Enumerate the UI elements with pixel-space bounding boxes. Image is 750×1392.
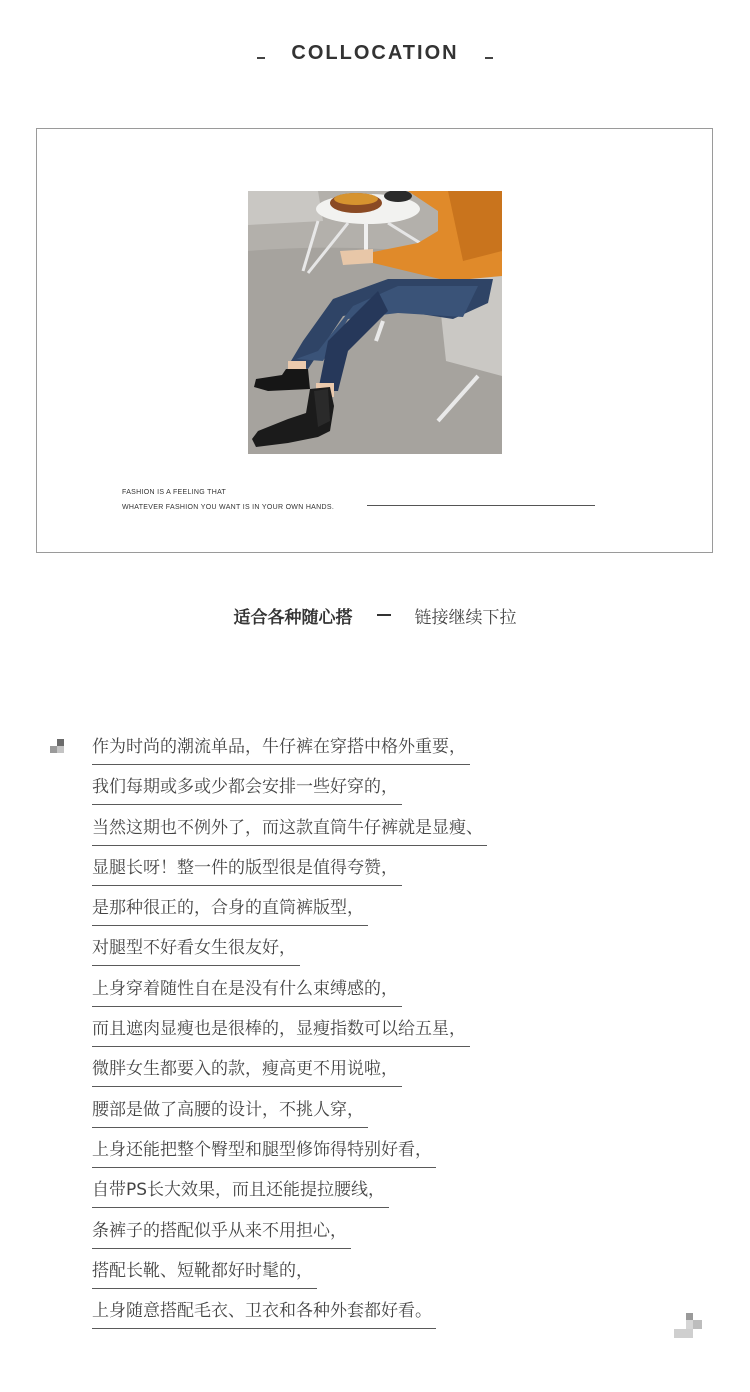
description-line: 作为时尚的潮流单品，牛仔裤在穿搭中格外重要， <box>92 730 487 770</box>
description-line: 上身随意搭配毛衣、卫衣和各种外套都好看。 <box>92 1294 487 1334</box>
description-line: 显腿长呀！整一件的版型很是值得夸赞， <box>92 851 487 891</box>
fashion-quote <box>122 485 334 515</box>
quote-line-1: FASHION IS A FEELING THAT <box>122 489 227 496</box>
description-list <box>92 730 487 1334</box>
collocation-frame <box>36 128 713 553</box>
subheading <box>0 600 750 630</box>
description-line: 上身还能把整个臀型和腿型修饰得特别好看， <box>92 1133 487 1173</box>
description-line: 是那种很正的，合身的直筒裤版型， <box>92 891 487 931</box>
description-line: 而且遮肉显瘦也是很棒的，显瘦指数可以给五星， <box>92 1012 487 1052</box>
description-line: 腰部是做了高腰的设计，不挑人穿， <box>92 1093 487 1133</box>
section-header <box>0 38 750 68</box>
header-right-dash <box>485 57 493 59</box>
pixel-square-icon <box>48 737 66 755</box>
description-line: 我们每期或多或少都会安排一些好穿的， <box>92 770 487 810</box>
subheading-separator <box>377 614 391 616</box>
section-title: COLLOCATION <box>291 41 459 64</box>
subheading-right: 链接继续下拉 <box>414 607 517 628</box>
description-line: 自带PS长大效果，而且还能提拉腰线， <box>92 1173 487 1213</box>
subheading-left: 适合各种随心搭 <box>233 607 353 628</box>
pixel-stairs-icon <box>672 1311 704 1341</box>
header-left-dash <box>257 57 265 59</box>
description-line: 搭配长靴、短靴都好时髦的， <box>92 1254 487 1294</box>
description-line: 上身穿着随性自在是没有什么束缚感的， <box>92 972 487 1012</box>
quote-rule <box>367 505 595 506</box>
description-line: 条裤子的搭配似乎从来不用担心， <box>92 1214 487 1254</box>
quote-line-2: WHATEVER FASHION YOU WANT IS IN YOUR OWN HANDS. <box>122 504 335 511</box>
description-line: 当然这期也不例外了，而这款直筒牛仔裤就是显瘦、 <box>92 811 487 851</box>
product-photo <box>248 191 502 454</box>
description-line: 微胖女生都要入的款，瘦高更不用说啦， <box>92 1052 487 1092</box>
description-line: 对腿型不好看女生很友好， <box>92 931 487 971</box>
